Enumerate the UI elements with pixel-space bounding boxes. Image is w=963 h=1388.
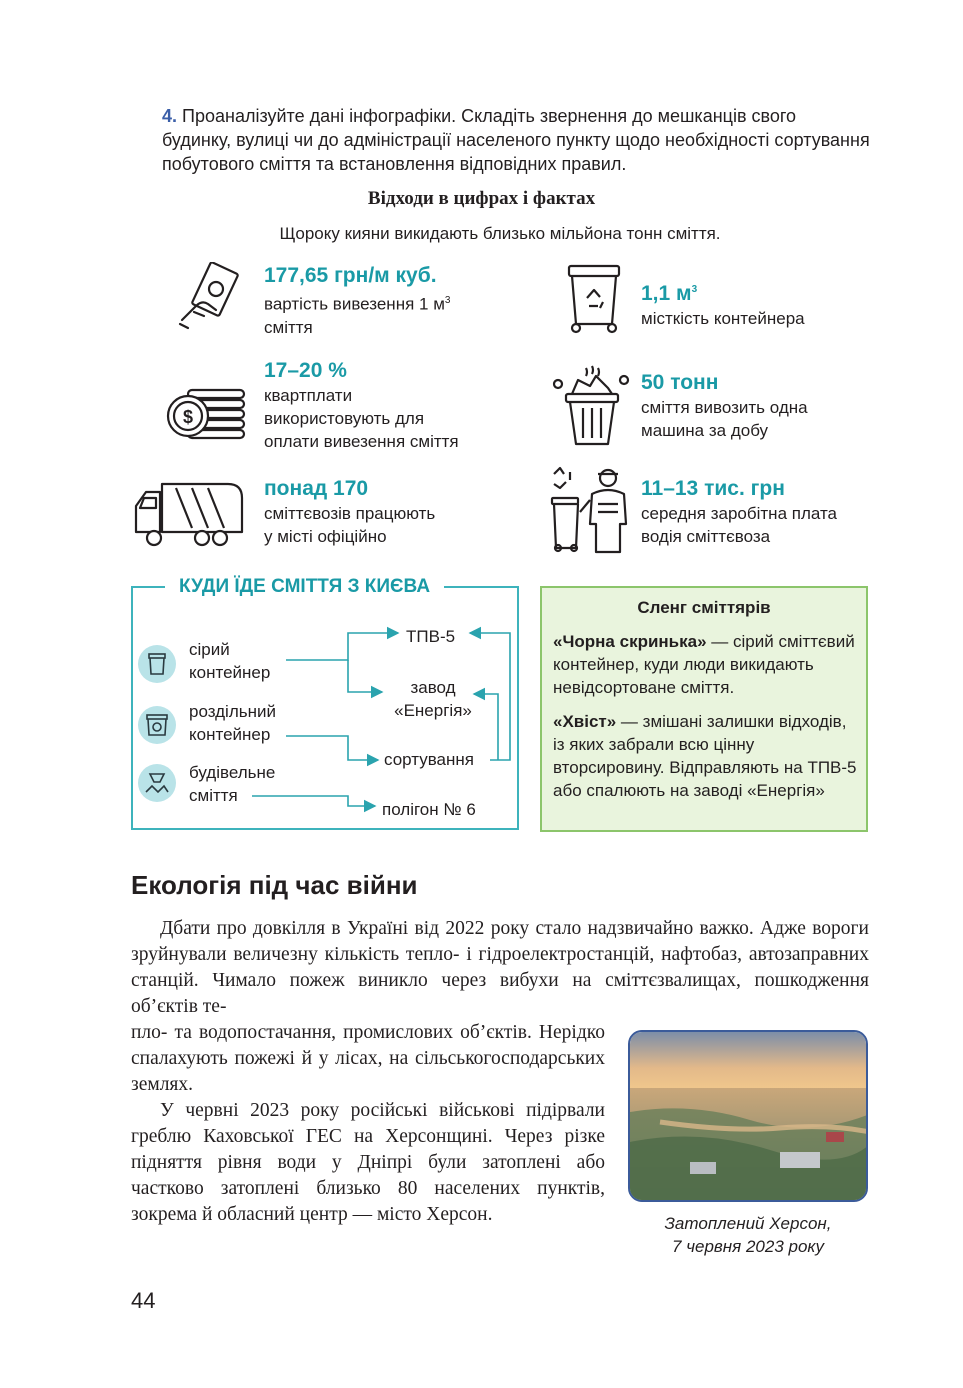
fact-trucks-value: понад 170: [264, 477, 369, 500]
infographic-title: Відходи в цифрах і фактах: [367, 188, 596, 209]
slang-entry-1: «Чорна скринька» — сірий сміттєвий контейнер, куди люди викидають невідсортоване сміття.: [553, 632, 855, 697]
paragraph-1: Дбати про довкілля в Україні від 2022 року стало надзвичайно важко. Адже вороги зруйнували величезну кількість тепло- і гідроелектростанцій, нафтобаз, автозаправних станцій. Чимало пожеж виникло через вибухи на сміттєзвалищах, пошкодження об’єктів те-: [131, 918, 869, 1017]
slang-title: Сленг сміттярів: [637, 598, 771, 617]
fact-trucks-line2: у місті офіційно: [264, 527, 387, 546]
fact-cost-value: 177,65 грн/м куб.: [264, 264, 437, 287]
source-sorting: роздільний контейнер: [189, 702, 276, 744]
dest-sorting: сортування: [384, 750, 474, 769]
fact-salary-line1: середня заробітна плата: [641, 504, 838, 523]
page-number: 44: [131, 1288, 156, 1313]
fact-capacity-value: 1,1 $м^3$: [641, 282, 698, 305]
waste-flow-title: КУДИ ЇДЕ СМІТТЯ З КИЄВА: [165, 576, 444, 598]
fact-share-value: 17–20 %: [264, 359, 347, 382]
fact-cost-line1: вартість вивезення 1 м: [264, 294, 445, 314]
task-body: Проаналізуйте дані інфографіки. Складіть звернення до мешканців свого будинку, вулиці чи до адміністрації населеного пункту щодо необхідності сортування побутового сміття та встановлення відповідних правил.: [162, 106, 870, 174]
fact-salary-value: 11–13 тис. грн: [641, 477, 785, 500]
dest-plant: завод «Енергія»: [394, 678, 472, 720]
fact-salary-line2: водія сміттєвоза: [641, 527, 771, 546]
fact-tons-line1: сміття вивозить одна: [641, 398, 808, 417]
fact-tons-line2: машина за добу: [641, 421, 769, 440]
photo-caption: Затоплений Херсон, 7 червня 2023 року: [664, 1214, 832, 1256]
fact-share-line2: використовують для: [264, 409, 425, 428]
source-grey: сірий контейнер: [189, 640, 271, 682]
task-number: 4.: [162, 106, 178, 126]
fact-tons-value: 50 тонн: [641, 371, 719, 394]
source-construction: будівельне сміття: [189, 763, 276, 805]
fact-share-line3: оплати вивезення сміття: [264, 432, 459, 451]
paragraph-2: У червні 2023 року російські військові підірвали греблю Каховської ГЕС на Херсонщині. Через різке підняття рівня води у Дніпрі були затоплені або частково затоплені близько 80 населених пунктів, зокрема й обласний центр — місто Херсон.: [131, 1100, 605, 1225]
infographic-subtitle: Щороку кияни викидають близько мільйона тонн сміття.: [279, 224, 721, 243]
dest-landfill: полігон № 6: [382, 800, 476, 819]
fact-cost-line2: сміття: [264, 317, 313, 337]
fact-share-line1: квартплати: [264, 386, 353, 405]
slang-entry-2: «Хвіст» — змішані залишки відходів, із яких забрали всю цінну вторсировину. Відправляють на ТПВ-5 або спалюють на заводі «Енергія»: [553, 712, 857, 800]
fact-trucks-line1: сміттєвозів працюють: [264, 504, 436, 523]
flooded-kherson-photo: [628, 1030, 868, 1202]
dest-tpv: ТПВ-5: [406, 627, 456, 646]
fact-capacity-line1: місткість контейнера: [641, 309, 805, 328]
paragraph-1-cont: пло- та водопостачання, промислових об’єктів. Нерідко спалахують пожежі й у лісах, на сільськогосподарських землях.: [131, 1022, 605, 1095]
section-heading: Екологія під час війни: [131, 870, 418, 900]
svg-text:$: $: [182, 407, 194, 427]
fact-cost-sup: 3: [444, 295, 451, 306]
